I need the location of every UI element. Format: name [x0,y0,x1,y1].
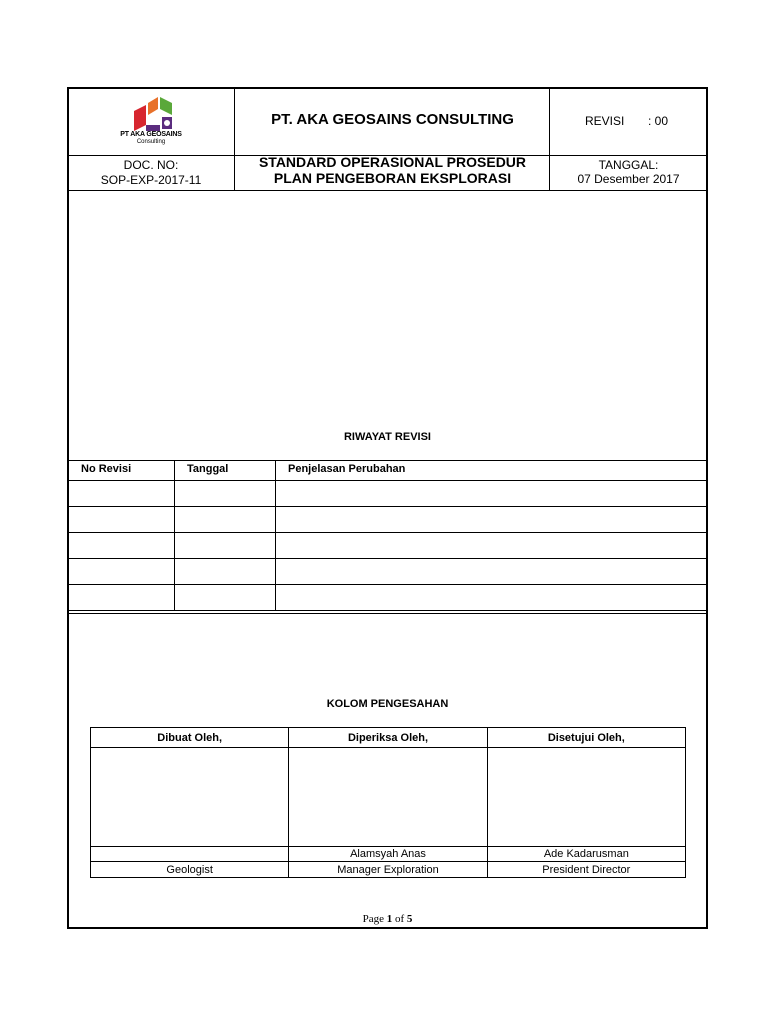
column-header-no-revisi: No Revisi [69,461,175,481]
table-cell [276,559,708,585]
table-cell [175,481,276,507]
signer-name: Ade Kadarusman [487,847,685,862]
signer-role: President Director [487,862,685,878]
column-header-penjelasan: Penjelasan Perubahan [276,461,708,481]
signer-role: Manager Exploration [289,862,487,878]
table-cell [276,481,708,507]
approval-table [90,727,686,878]
revisi-value: : 00 [648,114,669,128]
page-total: 5 [406,913,413,925]
page-number [67,913,708,925]
column-header-disetujui-oleh: Disetujui Oleh, [487,728,685,748]
page-prefix: Page [362,913,384,925]
table-cell [175,559,276,585]
table-row [69,533,708,559]
table-cell [276,533,708,559]
revision-history-title: RIWAYAT REVISI [343,431,431,443]
table-cell [69,507,175,533]
document-title-line2: PLAN PENGEBORAN EKSPLORASI [273,170,512,186]
table-cell [69,533,175,559]
signature-cell [289,748,487,847]
table-cell [69,585,175,611]
table-row [69,559,708,585]
signer-name-row [91,847,686,862]
date-label: TANGGAL: [598,158,659,172]
logo-company-name: PT AKA GEOSAINS [120,131,182,138]
header-bottom-border [67,190,708,191]
signer-role-row [91,862,686,878]
page-current: 1 [386,913,393,925]
date-value: 07 Desember 2017 [577,172,680,186]
signer-role: Geologist [91,862,289,878]
table-cell [175,585,276,611]
logo-company-subtitle: Consulting [136,139,166,145]
signer-name: Alamsyah Anas [289,847,487,862]
table-cell [175,533,276,559]
page-of: of [394,913,405,925]
company-name: PT. AKA GEOSAINS CONSULTING [271,111,514,128]
approval-header-row [91,728,686,748]
table-row [69,585,708,611]
header-column-divider-left [234,87,235,191]
table-cell [69,481,175,507]
frame-bottom-border [67,927,708,929]
column-header-dibuat-oleh: Dibuat Oleh, [91,728,289,748]
table-header-row [69,461,708,481]
revision-section-bottom-border [67,613,708,614]
table-row [69,481,708,507]
signature-cell [487,748,685,847]
header-column-divider-right [549,87,550,191]
signature-row [91,748,686,847]
revisi-label: REVISI [585,114,625,128]
signature-cell [91,748,289,847]
approval-title: KOLOM PENGESAHAN [326,698,449,710]
doc-number-label: DOC. NO: [123,158,179,172]
revision-history-table [68,460,708,611]
table-cell [276,585,708,611]
table-cell [175,507,276,533]
table-row [69,507,708,533]
doc-number-value: SOP-EXP-2017-11 [100,173,202,187]
table-cell [276,507,708,533]
document-title-line1: STANDARD OPERASIONAL PROSEDUR [258,154,527,170]
column-header-tanggal: Tanggal [175,461,276,481]
table-cell [69,559,175,585]
column-header-diperiksa-oleh: Diperiksa Oleh, [289,728,487,748]
signer-name [91,847,289,862]
